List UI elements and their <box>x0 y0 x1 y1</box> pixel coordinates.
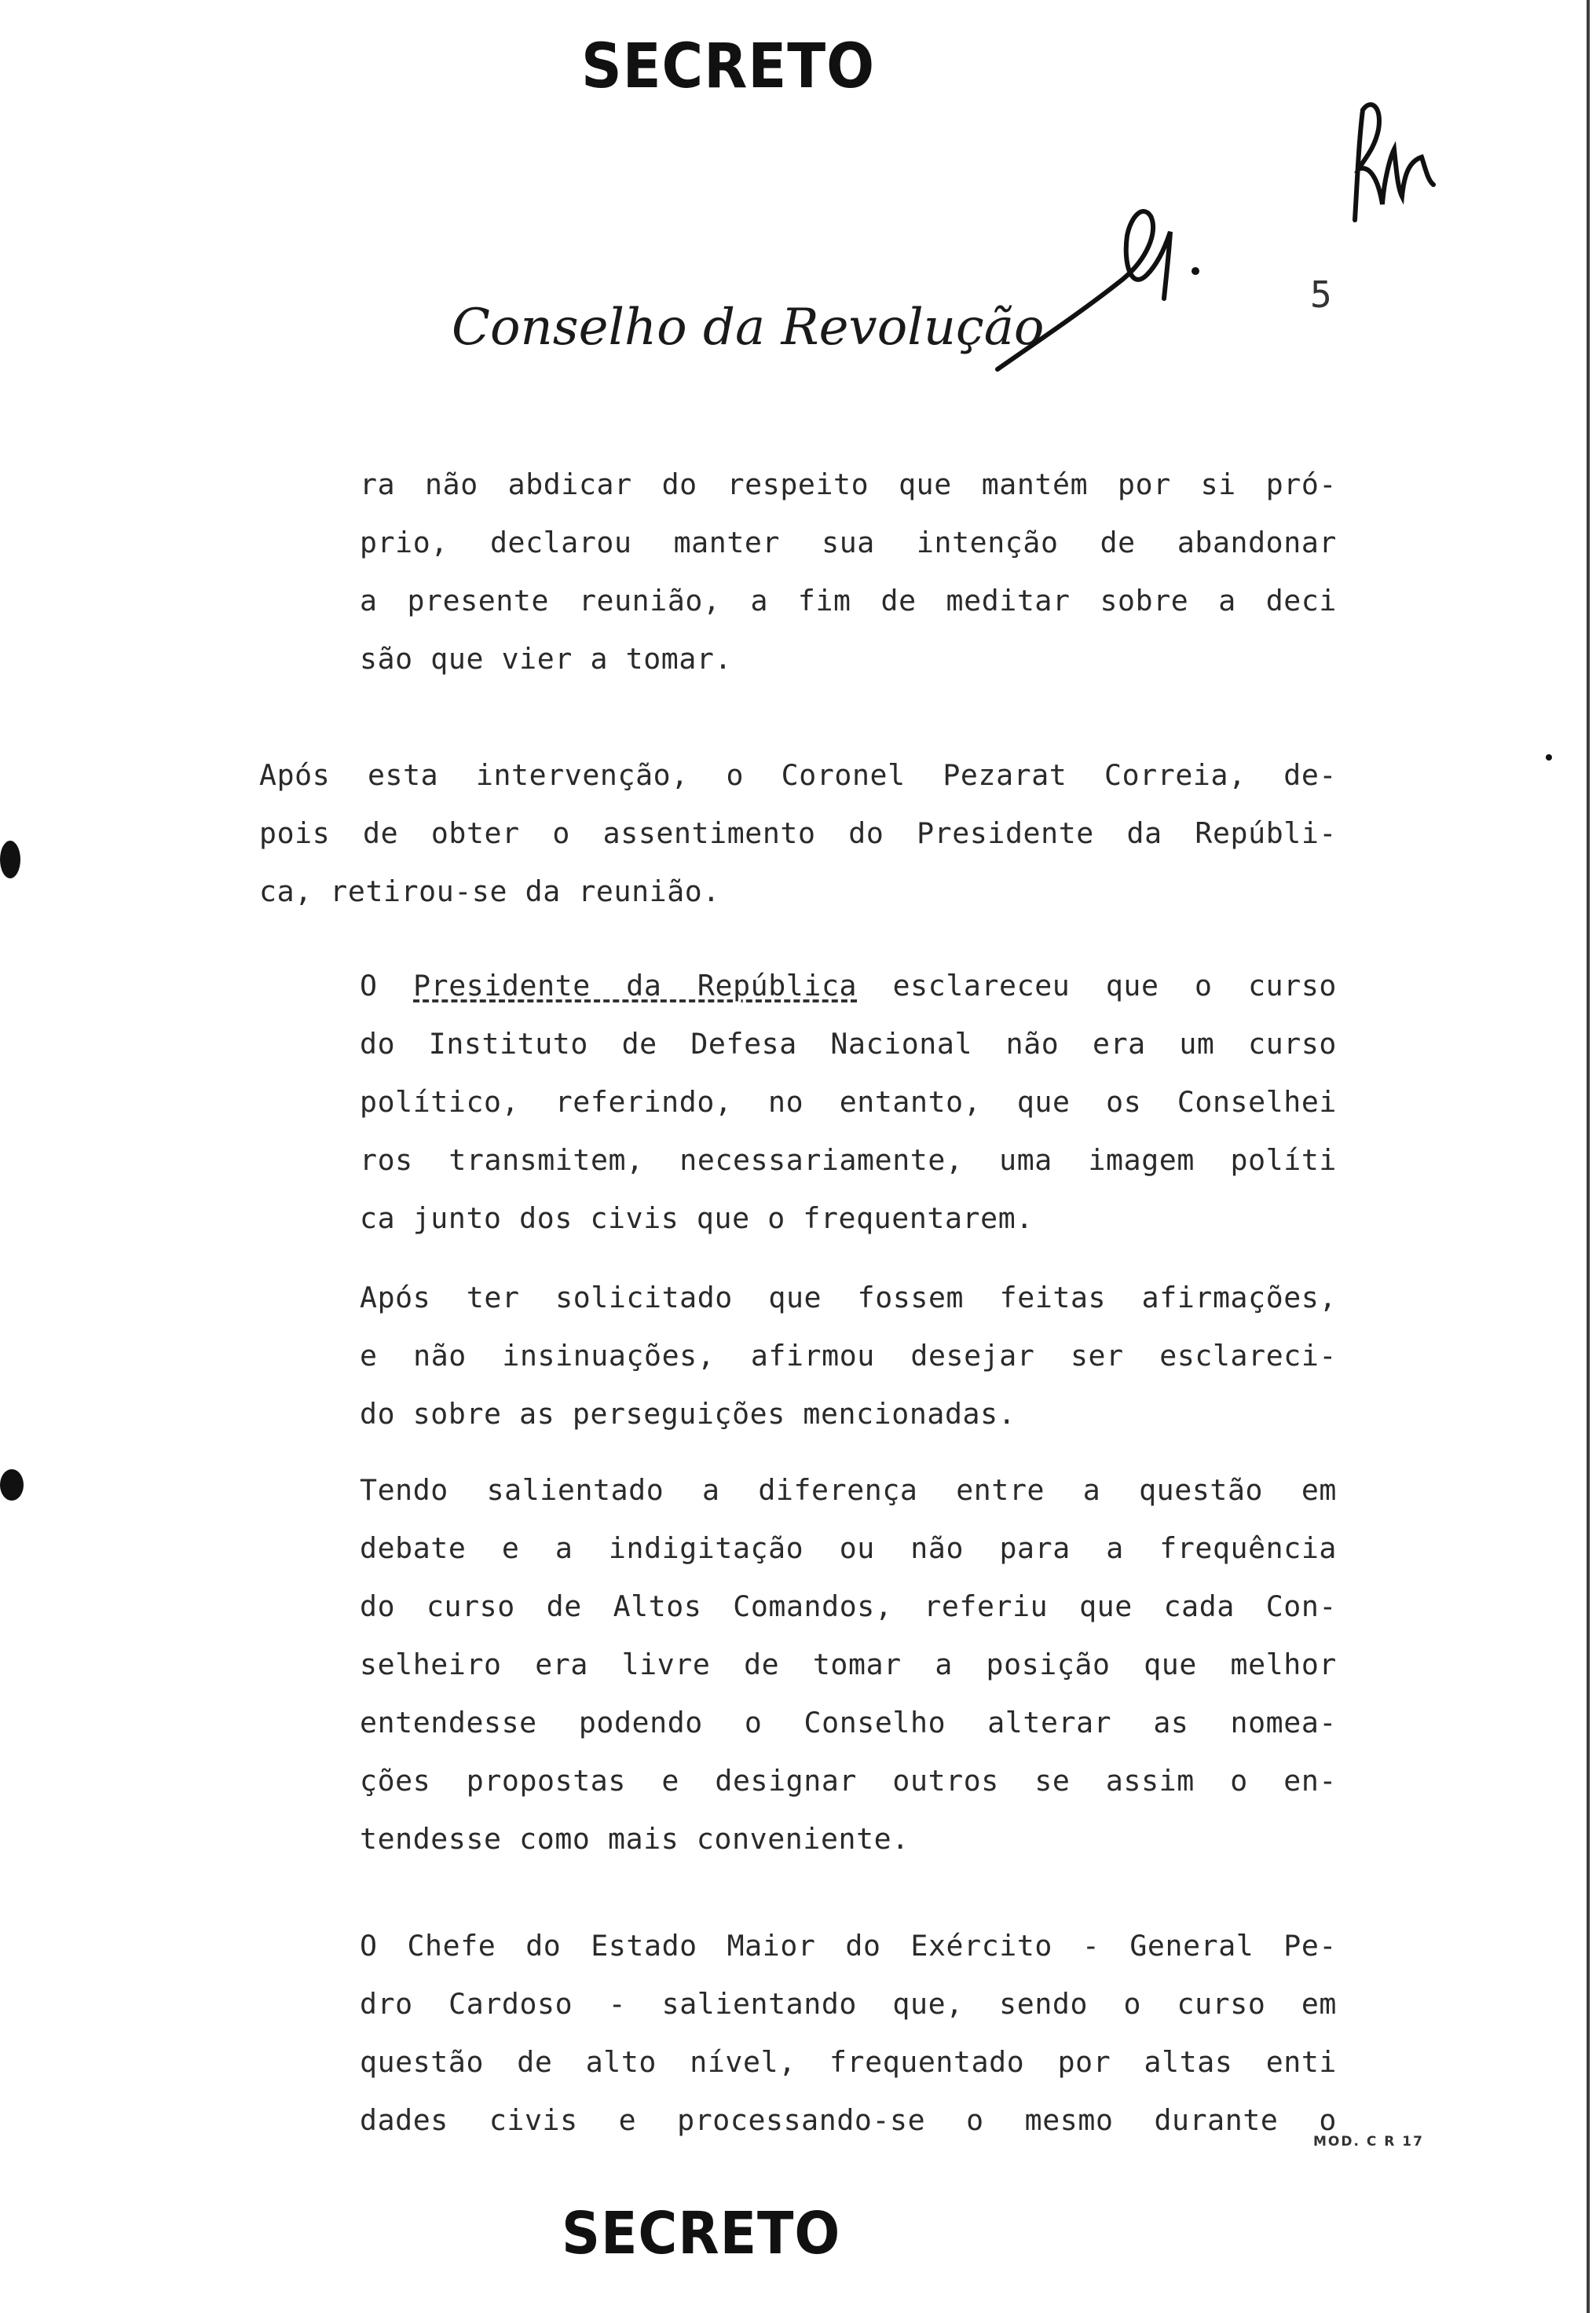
letterhead-title: Conselho da Revolução <box>452 299 1045 357</box>
text-line: ra não abdicar do respeito que mantém por si pró- <box>360 467 1337 501</box>
text-line: questão de alto nível, frequentado por altas enti <box>360 2045 1337 2079</box>
text-line: ções propostas e designar outros se assim o en- <box>360 1764 1337 1798</box>
scan-edge-line <box>1587 0 1590 2313</box>
text-line: a presente reunião, a fim de meditar sobre a deci <box>360 584 1337 618</box>
text-line: prio, declarou manter sua intenção de abandonar <box>360 526 1337 559</box>
text-line: político, referindo, no entanto, que os Conselhei <box>360 1085 1337 1119</box>
classification-stamp-top: SECRETO <box>581 31 876 102</box>
paragraph-6 <box>360 1917 1337 2150</box>
paragraph-3 <box>360 957 1337 1248</box>
punch-hole-mark <box>0 841 20 878</box>
text-line: Tendo salientado a diferença entre a questão em <box>360 1473 1337 1507</box>
text-line: ca, retirou-se da reunião. <box>259 874 720 908</box>
form-code: MOD. C R 17 <box>1313 2134 1424 2150</box>
text-line: do Instituto de Defesa Nacional não era um curso <box>360 1027 1337 1061</box>
text-line: O Chefe do Estado Maior do Exército - General Pe- <box>360 1929 1337 1963</box>
text-line <box>360 957 1337 1015</box>
text-line: são que vier a tomar. <box>360 642 733 676</box>
paragraph-1 <box>360 456 1337 688</box>
text-line: tendesse como mais conveniente. <box>360 1822 910 1856</box>
text-line: pois de obter o assentimento do Presidente da Repúbli- <box>259 816 1337 850</box>
page-number: 5 <box>1310 273 1332 316</box>
paragraph-5 <box>360 1461 1337 1868</box>
text-line: ros transmitem, necessariamente, uma imagem políti <box>360 1143 1337 1177</box>
text-line: dro Cardoso - salientando que, sendo o curso em <box>360 1987 1337 2021</box>
paragraph-2 <box>259 746 1337 921</box>
speaker-name-underlined: Presidente da República <box>413 969 858 1003</box>
text-line: Após ter solicitado que fossem feitas afirmações, <box>360 1281 1337 1314</box>
punch-hole-mark <box>0 1469 24 1501</box>
text-line: do curso de Altos Comandos, referiu que cada Con- <box>360 1589 1337 1623</box>
text-line: entendesse podendo o Conselho alterar as nomea- <box>360 1706 1337 1739</box>
text-line: debate e a indigitação ou não para a frequência <box>360 1531 1337 1565</box>
text-line: ca junto dos civis que o frequentarem. <box>360 1201 1034 1235</box>
scan-speck <box>1546 754 1552 761</box>
handwritten-rubric-signature <box>1335 94 1445 228</box>
text-line: e não insinuações, afirmou desejar ser esclareci- <box>360 1339 1337 1373</box>
text-line: do sobre as perseguições mencionadas. <box>360 1397 1016 1431</box>
text-line: Após esta intervenção, o Coronel Pezarat Correia, de- <box>259 758 1337 792</box>
handwritten-initials-signature <box>990 200 1225 381</box>
classification-stamp-bottom: SECRETO <box>562 2200 841 2267</box>
text-fragment: O <box>360 969 414 1003</box>
text-fragment: esclareceu que o curso <box>857 969 1337 1003</box>
text-line: dades civis e processando-se o mesmo durante o <box>360 2103 1337 2137</box>
text-line: selheiro era livre de tomar a posição que melhor <box>360 1648 1337 1681</box>
paragraph-4 <box>360 1269 1337 1443</box>
